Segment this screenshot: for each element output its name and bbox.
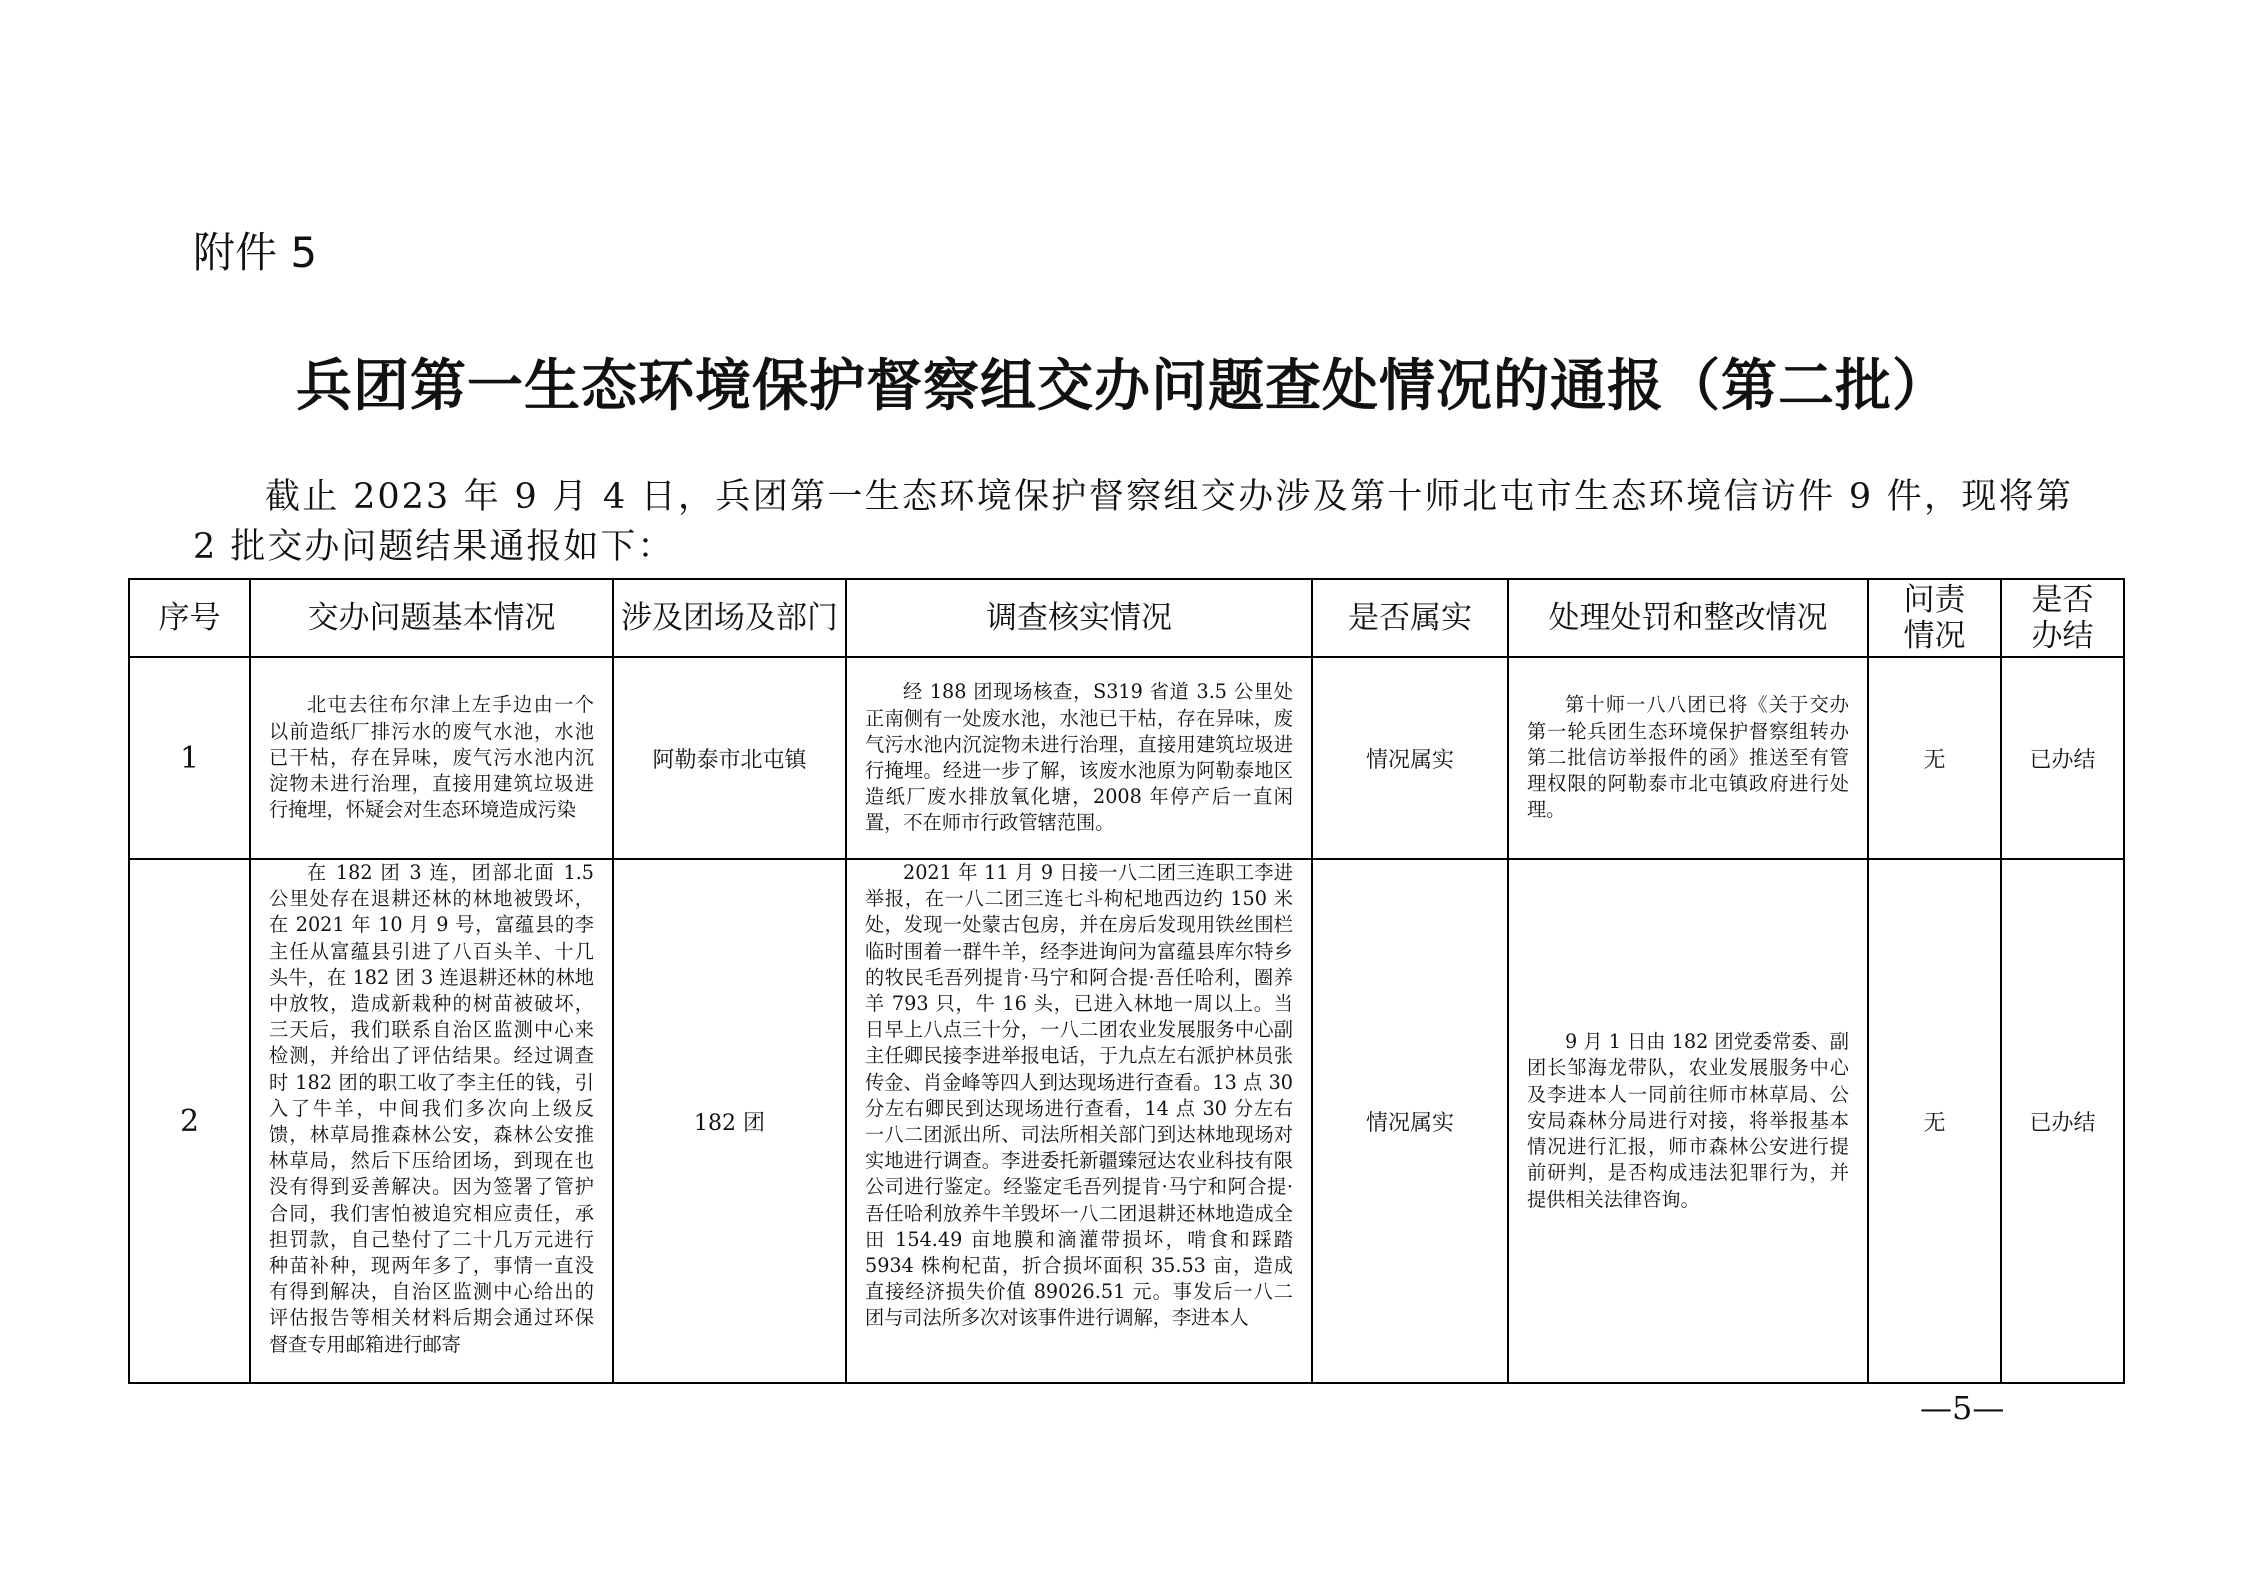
report-table	[128, 578, 2125, 1384]
row-investigation-text: 经 188 团现场核查，S319 省道 3.5 公里处正南侧有一处废水池，水池已干枯，存在异味，废气污水池内沉淀物未进行治理，直接用建筑垃圾进行掩埋。经进一步了解，该废水池原为阿勒泰地区造纸厂废水排放氧化塘，2008 年停产后一直闲置，不在师市行政管辖范围。	[865, 680, 1293, 835]
row-accountability: 无	[1868, 859, 2001, 1383]
intro-paragraph: 截止 2023 年 9 月 4 日，兵团第一生态环境保护督察组交办涉及第十师北屯市生态环境信访件 9 件，现将第 2 批交办问题结果通报如下：	[193, 477, 2073, 567]
header-verified: 是否属实	[1312, 579, 1508, 657]
row-department: 182 团	[613, 859, 846, 1383]
attachment-label: 附件 5	[193, 228, 318, 277]
row-handling-text: 9 月 1 日由 182 团党委常委、副团长邹海龙带队，农业发展服务中心及李进本人一同前往师市林草局、公安局森林分局进行对接，将举报基本情况进行汇报，师市森林公安进行提前研判，是否构成违法犯罪行为，并提供相关法律咨询。	[1527, 1030, 1849, 1211]
row-serial: 1	[129, 657, 250, 859]
row-verified: 情况属实	[1312, 859, 1508, 1383]
table-header-row	[129, 579, 2124, 657]
header-department: 涉及团场及部门	[613, 579, 846, 657]
page-number: —5—	[1920, 1389, 2005, 1427]
row-investigation	[846, 657, 1312, 859]
header-investigation: 调查核实情况	[846, 579, 1312, 657]
document-title: 兵团第一生态环境保护督察组交办问题查处情况的通报（第二批）	[296, 353, 1949, 419]
row-department: 阿勒泰市北屯镇	[613, 657, 846, 859]
table-row	[129, 859, 2124, 1383]
row-accountability: 无	[1868, 657, 2001, 859]
header-handling: 处理处罚和整改情况	[1508, 579, 1868, 657]
row-handling	[1508, 657, 1868, 859]
row-issue	[250, 859, 613, 1383]
row-handling	[1508, 859, 1868, 1383]
row-closed: 已办结	[2001, 859, 2124, 1383]
header-issue: 交办问题基本情况	[250, 579, 613, 657]
row-closed: 已办结	[2001, 657, 2124, 859]
row-issue	[250, 657, 613, 859]
header-accountability: 问责情况	[1868, 579, 2001, 657]
row-issue-text: 北屯去往布尔津上左手边由一个以前造纸厂排污水的废气水池，水池已干枯，存在异味，废气污水池内沉淀物未进行治理，直接用建筑垃圾进行掩埋，怀疑会对生态环境造成污染	[269, 693, 594, 822]
row-investigation	[846, 859, 1312, 1383]
table-row	[129, 657, 2124, 859]
row-investigation-text: 2021 年 11 月 9 日接一八二团三连职工李进举报，在一八二团三连七斗枸杞地西边约 150 米处，发现一处蒙古包房，并在房后发现用铁丝围栏临时围着一群牛羊，经李进询问为富蕴县库尔特乡的牧民毛吾列提肯·马宁和阿合提·吾任哈利，圈养羊 793 只，牛 16 头，已进入林地一周以上。当日早上八点三十分，一八二团农业发展服务中心副主任卿民接李进举报电话，于九点左右派护林员张传金、肖金峰等四人到达现场进行查看。13 点 30 分左右卿民到达现场进行查看，14 点 30 分左右一八二团派出所、司法所相关部门到达林地现场对实地进行调查。李进委托新疆臻冠达农业科技有限公司进行鉴定。经鉴定毛吾列提肯·马宁和阿合提·吾任哈利放养牛羊毁坏一八二团退耕还林地造成全田 154.49 亩地膜和滴灌带损坏，啃食和踩踏 5934 株枸杞苗，折合损坏面积 35.53 亩，造成直接经济损失价值 89026.51 元。事发后一八二团与司法所多次对该事件进行调解，李进本人	[865, 861, 1293, 1330]
header-serial: 序号	[129, 579, 250, 657]
row-issue-text: 在 182 团 3 连，团部北面 1.5 公里处存在退耕还林的林地被毁坏，在 2021 年 10 月 9 号，富蕴县的李主任从富蕴县引进了八百头羊、十几头牛，在 182 团 3 连退耕还林的林地中放牧，造成新栽种的树苗被破坏，三天后，我们联系自治区监测中心来检测，并给出了评估结果。经过调查时 182 团的职工收了李主任的钱，引入了牛羊，中间我们多次向上级反馈，林草局推森林公安，森林公安推林草局，然后下压给团场，到现在也没有得到妥善解决。因为签署了管护合同，我们害怕被追究相应责任，承担罚款，自己垫付了二十几万元进行种苗补种，现两年多了，事情一直没有得到解决，自治区监测中心给出的评估报告等相关材料后期会通过环保督查专用邮箱进行邮寄	[269, 861, 594, 1356]
row-verified: 情况属实	[1312, 657, 1508, 859]
row-serial: 2	[129, 859, 250, 1383]
header-closed: 是否办结	[2001, 579, 2124, 657]
row-handling-text: 第十师一八八团已将《关于交办第一轮兵团生态环境保护督察组转办第二批信访举报件的函》推送至有管理权限的阿勒泰市北屯镇政府进行处理。	[1527, 693, 1849, 822]
